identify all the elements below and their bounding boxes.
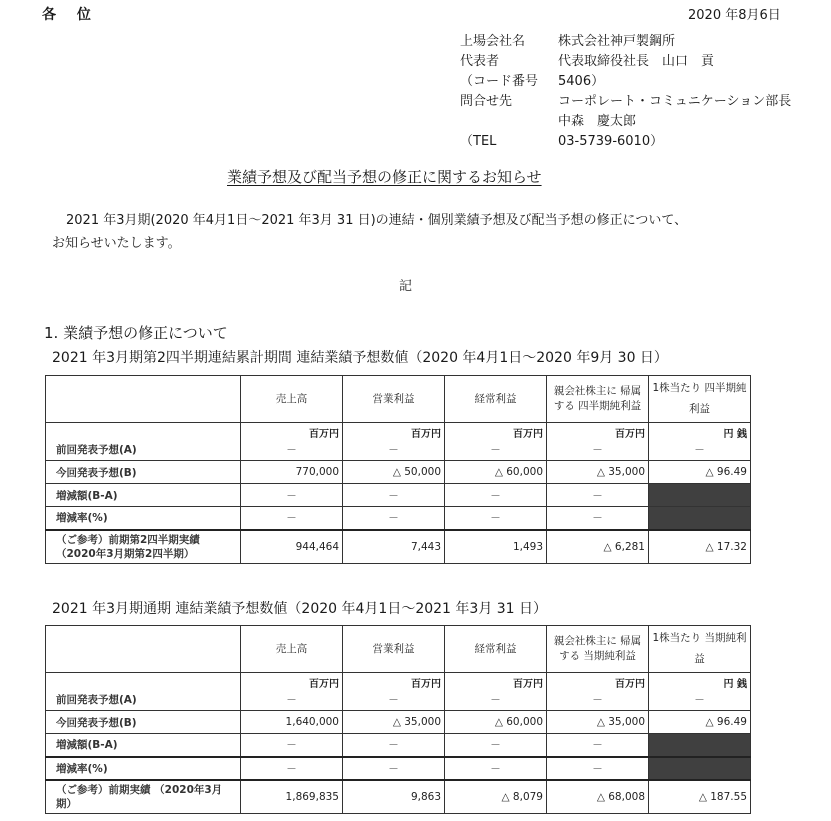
column-header: 親会社株主に 帰属する 四半期純利益 <box>547 376 649 423</box>
table-cell <box>547 673 649 711</box>
shaded-cell <box>649 484 751 507</box>
table1-caption: 2021 年3月期第2四半期連結累計期間 連結業績予想数値（2020 年4月1日～2020 年9月 30 日） <box>52 350 668 366</box>
table-cell <box>649 423 751 461</box>
table-cell: － <box>445 507 547 530</box>
table-row <box>46 423 751 461</box>
row-label: 前回発表予想(A) <box>46 673 241 711</box>
table-cell <box>241 673 343 711</box>
info-label: 代表者 <box>460 54 500 69</box>
table-cell <box>445 673 547 711</box>
row-label: 前回発表予想(A) <box>46 423 241 461</box>
table-cell <box>343 673 445 711</box>
forecast-table-full-year <box>45 625 751 814</box>
table-cell: △ 60,000 <box>445 461 547 484</box>
info-value: 株式会社神戸製鋼所 <box>558 34 676 49</box>
table-cell: △ 96.49 <box>649 461 751 484</box>
table-cell: △ 187.55 <box>649 780 751 814</box>
table-cell: － <box>343 734 445 757</box>
cell-value: － <box>490 444 501 456</box>
cell-value: － <box>286 694 297 706</box>
table-cell: 1,640,000 <box>241 711 343 734</box>
ki-marker: 記 <box>399 279 413 294</box>
table-cell: △ 17.32 <box>649 530 751 564</box>
table-cell: △ 6,281 <box>547 530 649 564</box>
table-cell: － <box>445 484 547 507</box>
table-cell: － <box>445 757 547 780</box>
section-heading: 1. 業績予想の修正について <box>44 324 228 342</box>
table2-caption: 2021 年3月期通期 連結業績予想数値（2020 年4月1日～2021 年3月 31 日） <box>52 601 548 617</box>
table-cell: 944,464 <box>241 530 343 564</box>
unit-label: 百万円 <box>513 679 543 690</box>
column-header: 営業利益 <box>343 626 445 673</box>
table-cell: － <box>343 484 445 507</box>
column-header: 1株当たり 当期純利益 <box>649 626 751 673</box>
table-cell: － <box>343 757 445 780</box>
info-row-representative <box>460 52 714 72</box>
cell-value: － <box>286 444 297 456</box>
unit-label: 百万円 <box>615 679 645 690</box>
table-cell: △ 35,000 <box>547 461 649 484</box>
release-date: 2020 年8月6日 <box>688 8 781 23</box>
info-label: 上場会社名 <box>460 34 526 49</box>
unit-label: 百万円 <box>411 679 441 690</box>
addressee: 各 位 <box>42 7 99 23</box>
table-cell: － <box>547 484 649 507</box>
table-row <box>46 461 751 484</box>
cell-value: － <box>694 694 705 706</box>
shaded-cell <box>649 757 751 780</box>
header-blank <box>46 626 241 673</box>
table-header-row <box>46 626 751 673</box>
unit-label: 百万円 <box>411 429 441 440</box>
info-label: （コード番号 <box>460 74 539 89</box>
table-row <box>46 780 751 814</box>
table-cell: △ 35,000 <box>343 711 445 734</box>
unit-label: 百万円 <box>309 429 339 440</box>
table-cell: － <box>343 507 445 530</box>
shaded-cell <box>649 734 751 757</box>
row-label: 増減率(%) <box>46 507 241 530</box>
info-value: 中森 慶太郎 <box>558 114 637 129</box>
table-cell: 770,000 <box>241 461 343 484</box>
info-label: （TEL <box>460 134 497 149</box>
table-cell: △ 35,000 <box>547 711 649 734</box>
table-row <box>46 530 751 564</box>
table-cell: △ 96.49 <box>649 711 751 734</box>
unit-label: 円 銭 <box>723 679 747 690</box>
cell-value: － <box>388 694 399 706</box>
body-text-line1: 2021 年3月期(2020 年4月1日～2021 年3月 31 日)の連結・個別業績予想及び配当予想の修正について、 <box>66 213 688 228</box>
table-cell: － <box>445 734 547 757</box>
cell-value: － <box>388 444 399 456</box>
table-cell: 9,863 <box>343 780 445 814</box>
unit-label: 百万円 <box>513 429 543 440</box>
info-value: 03-5739-6010） <box>558 134 664 149</box>
info-value: 代表取締役社長 山口 貢 <box>558 54 715 69</box>
table-cell <box>343 423 445 461</box>
cell-value: － <box>592 694 603 706</box>
table-cell <box>445 423 547 461</box>
table-row <box>46 673 751 711</box>
table-cell: － <box>241 757 343 780</box>
info-value: コーポレート・コミュニケーション部長 <box>558 94 792 109</box>
document-title: 業績予想及び配当予想の修正に関するお知らせ <box>227 168 542 186</box>
table-cell <box>241 423 343 461</box>
unit-label: 百万円 <box>615 429 645 440</box>
table-cell: 1,869,835 <box>241 780 343 814</box>
table-cell: △ 68,008 <box>547 780 649 814</box>
table-cell <box>547 423 649 461</box>
table-cell: － <box>547 734 649 757</box>
row-label: 増減額(B-A) <box>46 484 241 507</box>
shaded-cell <box>649 507 751 530</box>
column-header: 売上高 <box>241 626 343 673</box>
table-cell: － <box>241 734 343 757</box>
body-text-line2: お知らせいたします。 <box>52 236 181 251</box>
column-header: 経常利益 <box>445 376 547 423</box>
cell-value: － <box>592 444 603 456</box>
cell-value: － <box>694 444 705 456</box>
unit-label: 円 銭 <box>723 429 747 440</box>
info-row-contact-name <box>460 112 636 132</box>
info-label: 問合せ先 <box>460 94 513 109</box>
forecast-table-q2 <box>45 375 751 564</box>
table-header-row <box>46 376 751 423</box>
cell-value: － <box>490 694 501 706</box>
table-cell: － <box>547 507 649 530</box>
info-row-company <box>460 32 675 52</box>
info-value: 5406） <box>558 74 605 89</box>
table-cell: － <box>241 484 343 507</box>
table-cell <box>649 673 751 711</box>
row-label: 増減額(B-A) <box>46 734 241 757</box>
header-blank <box>46 376 241 423</box>
column-header: 経常利益 <box>445 626 547 673</box>
row-label: （ご参考）前期実績 （2020年3月期） <box>46 780 241 814</box>
table-cell: △ 8,079 <box>445 780 547 814</box>
row-label: 今回発表予想(B) <box>46 461 241 484</box>
column-header: 1株当たり 四半期純利益 <box>649 376 751 423</box>
table-cell: △ 60,000 <box>445 711 547 734</box>
table-cell: － <box>241 507 343 530</box>
column-header: 営業利益 <box>343 376 445 423</box>
table-row <box>46 734 751 757</box>
table-cell: 1,493 <box>445 530 547 564</box>
row-label: 増減率(%) <box>46 757 241 780</box>
row-label: （ご参考）前期第2四半期実績 （2020年3月期第2四半期） <box>46 530 241 564</box>
column-header: 親会社株主に 帰属する 当期純利益 <box>547 626 649 673</box>
table-row <box>46 484 751 507</box>
row-label: 今回発表予想(B) <box>46 711 241 734</box>
table-cell: 7,443 <box>343 530 445 564</box>
table-row <box>46 711 751 734</box>
table-cell: － <box>547 757 649 780</box>
info-row-code <box>460 72 604 92</box>
table-cell: △ 50,000 <box>343 461 445 484</box>
table-row <box>46 757 751 780</box>
unit-label: 百万円 <box>309 679 339 690</box>
table-row <box>46 507 751 530</box>
info-row-contact <box>460 92 791 112</box>
column-header: 売上高 <box>241 376 343 423</box>
info-row-tel <box>460 132 663 152</box>
